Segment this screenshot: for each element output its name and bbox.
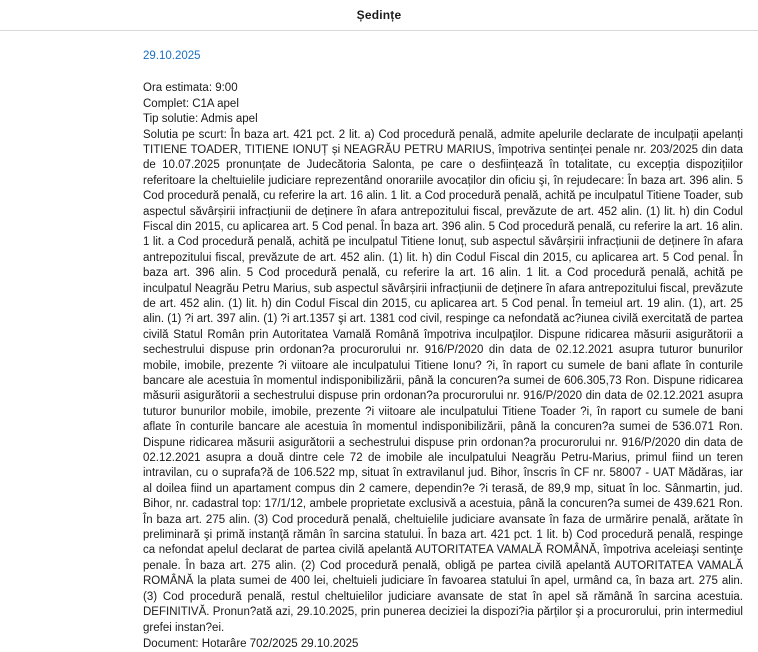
page-content [0,31,758,652]
estimated-time: Ora estimata: 9:00 [143,82,238,94]
solution-type: Tip solutie: Admis apel [143,113,258,125]
hearing-block [0,31,758,652]
solution-summary: Solutia pe scurt: În baza art. 421 pct. 2 lit. a) Cod procedură penală, admite apelurile declarate de inculpații apelanți TITIENE TOADER, TITIENE IONUȚ și NEAGRĂU PETRU MARIUS, împotriva sentinței penale nr. 203/2025 din data de 10.07.2025 pronunțate de Judecătoria Salonta, pe care o desființează în totalitate, cu excepția dispozițiilor referitoare la cheltuielile judiciare reprezentând onorariile avocaților din oficiu şi, în rejudecare: În baza art. 396 alin. 5 Cod procedură penală, cu referire la art. 16 alin. 1 lit. a Cod procedură penală, achită pe inculpatul Titiene Toader, sub aspectul săvârșirii infracțiunii de deținere în afara antrepozitului fiscal, prevăzute de art. 452 alin. (1) lit. h) din Codul Fiscal din 2015, cu aplicarea art. 5 Cod penal. În baza art. 396 alin. 5 Cod procedură penală, cu referire la art. 16 alin. 1 lit. a Cod procedură penală, achită pe inculpatul Titiene Ionuț, sub aspectul săvârșirii infracțiunii de deținere în afara antrepozitului fiscal, prevăzute de art. 452 alin. (1) lit. h) din Codul Fiscal din 2015, cu aplicarea art. 5 Cod penal. În baza art. 396 alin. 5 Cod procedură penală, cu referire la art. 16 alin. 1 lit. a Cod procedură penală, achită pe inculpatul Neagrău Petru Marius, sub aspectul săvârșirii infracțiunii de deținere în afara antrepozitului fiscal, prevăzute de art. 452 alin. (1) lit. h) din Codul Fiscal din 2015, cu aplicarea art. 5 Cod penal. În temeiul art. 19 alin. (1), art. 25 alin. (1) ?i art. 397 alin. (1) ?i art.1357 şi art. 1381 cod civil, respinge ca nefondată ac?iunea civilă exercitată de partea civilă Statul Român prin Autoritatea Vamală Română împotriva inculpaţilor. Dispune ridicarea măsurii asigurătorii a sechestrului dispuse prin ordonan?a procurorului nr. 916/P/2020 din data de 02.12.2021 asupra tuturor bunurilor mobile, imobile, prezente ?i viitoare ale inculpatului Titiene Ionu? ?i, în raport cu sumele de bani aflate în conturile bancare ale acestuia în momentul indisponibilizării, până la concuren?a sumei de 606.305,73 Ron. Dispune ridicarea măsurii asigurătorii a sechestrului dispuse prin ordonan?a procurorului nr. 916/P/2020 din data de 02.12.2021 asupra tuturor bunurilor mobile, imobile, prezente ?i viitoare ale inculpatului Titiene Toader ?i, în raport cu sumele de bani aflate în conturile bancare ale acestuia în momentul indisponibilizării, până la concuren?a sumei de 536.071 Ron. Dispune ridicarea măsurii asigurătorii a sechestrului dispuse prin ordonan?a procurorului nr. 916/P/2020 din data de 02.12.2021 asupra a două dintre cele 72 de imobile ale inculpatului Neagrău Petru-Marius, primul fiind un teren intravilan, cu o suprafa?ă de 106.522 mp, situat în extravilanul jud. Bihor, înscris în CF nr. 58007 - UAT Mădăras, iar al doilea fiind un apartament compus din 2 camere, dependin?e ?i terasă, de 89,9 mp, situat în loc. Sânmartin, jud. Bihor, nr. cadastral top: 17/1/12, ambele proprietate exclusivă a acestuia, până la concuren?a sumei de 439.621 Ron. În baza art. 275 alin. (3) Cod procedură penală, cheltuielile judiciare avansate în faza de urmărire penală, arătate în preliminară şi primă instanţă rămân în sarcina statului. În baza art. 421 pct. 1 lit. b) Cod procedură penală, respinge ca nefondat apelul declarat de partea civilă apelantă AUTORITATEA VAMALĂ ROMÂNĂ, împotriva aceleiaşi sentinţe penale. În baza art. 275 alin. (2) Cod procedură penală, obligă pe partea civilă apelantă AUTORITATEA VAMALĂ ROMÂNĂ la plata sumei de 400 lei, cheltuieli judiciare în favoarea statului în apel, urmând ca, în baza art. 275 alin. (3) Cod procedură penală, restul cheltuielilor judiciare avansate de stat în apel să rămână în sarcina acestuia. DEFINITIVĂ. Pronun?ată azi, 29.10.2025, prin punerea deciziei la dispozi?ia părților şi a procurorului, prin intermediul grefei instan?ei. [143,128,743,634]
page-header [0,0,758,31]
page-title: Ședințe [356,8,402,22]
panel-info: Complet: C1A apel [143,97,239,110]
document-reference[interactable]: Document: Hotarâre 702/2025 29.10.2025 [143,637,359,650]
hearing-date[interactable]: 29.10.2025 [143,50,201,62]
